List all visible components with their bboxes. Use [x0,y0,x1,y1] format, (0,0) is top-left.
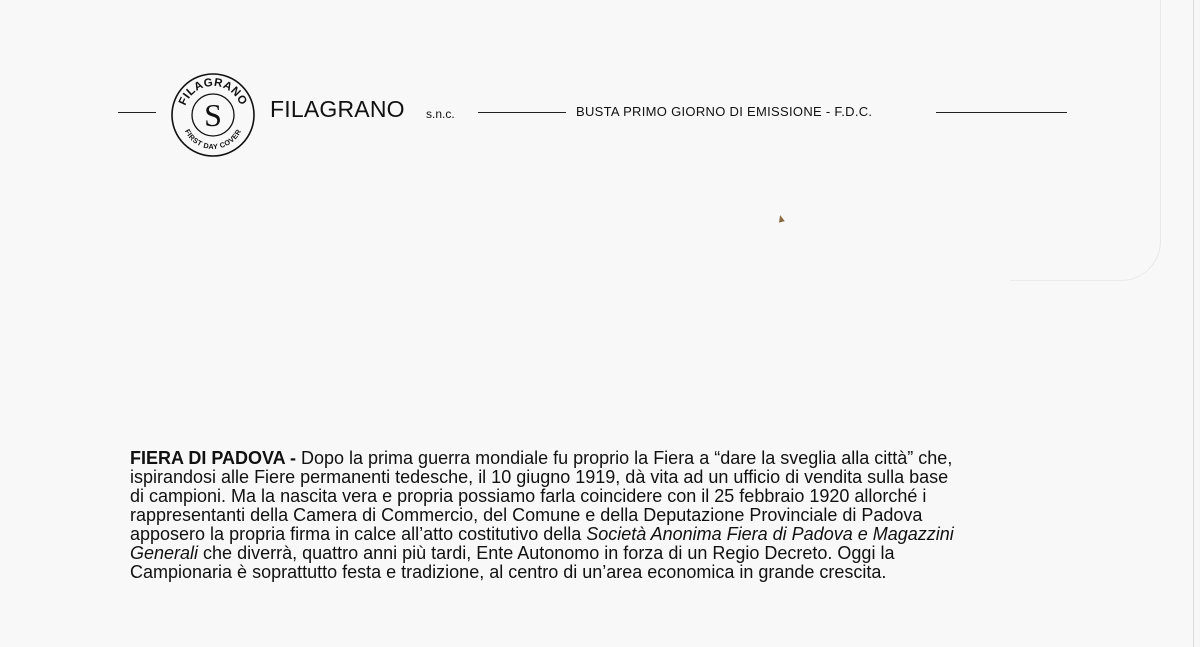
header-rule-right [936,112,1067,113]
brand-suffix: s.n.c. [426,107,455,121]
logo-letter: S [204,97,222,133]
cover-type-label: BUSTA PRIMO GIORNO DI EMISSIONE - F.D.C. [576,104,873,119]
description-line-7: Campionaria è soprattutto festa e tradizione, al centro di un’area economica in grande crescita. [130,562,887,582]
description-line-2: ispirandosi alle Fiere permanenti tedesche, il 10 giugno 1919, dà vita ad un ufficio di vendita sulla base [130,467,949,487]
cover-header [0,70,1200,160]
description-line-5: apposero la propria firma in calce all’atto costitutivo della Società Anonima Fiera di Padova e Magazzini [130,524,954,544]
brand-name: FILAGRANO [270,96,405,122]
company-name-italic: Società Anonima Fiera di Padova e Magazzini [586,524,954,544]
description-title: FIERA DI PADOVA - [130,448,296,468]
logo-name-text: FILAGRANO [177,76,249,108]
paper-speck [777,214,785,222]
header-rule-middle [478,112,566,113]
filagrano-logo [170,72,256,158]
header-rule-left [118,112,156,113]
description-line-6: Generali che diverrà, quattro anni più tardi, Ente Autonomo in forza di un Regio Decreto. Oggi la [130,543,895,563]
description-line-4: rappresentanti della Camera di Commercio, del Comune e della Deputazione Provinciale di Padova [130,505,923,525]
logo-subtext: FIRST DAY COVER [182,127,244,152]
description-line-1: FIERA DI PADOVA - Dopo la prima guerra mondiale fu proprio la Fiera a “dare la sveglia alla città” che, [130,448,953,468]
description-line-3: di campioni. Ma la nascita vera e propria possiamo farla coincidere con il 25 febbraio 1920 allorché i [130,486,927,506]
company-name-italic-end: Generali [130,543,199,563]
description-paragraph [130,449,1060,582]
